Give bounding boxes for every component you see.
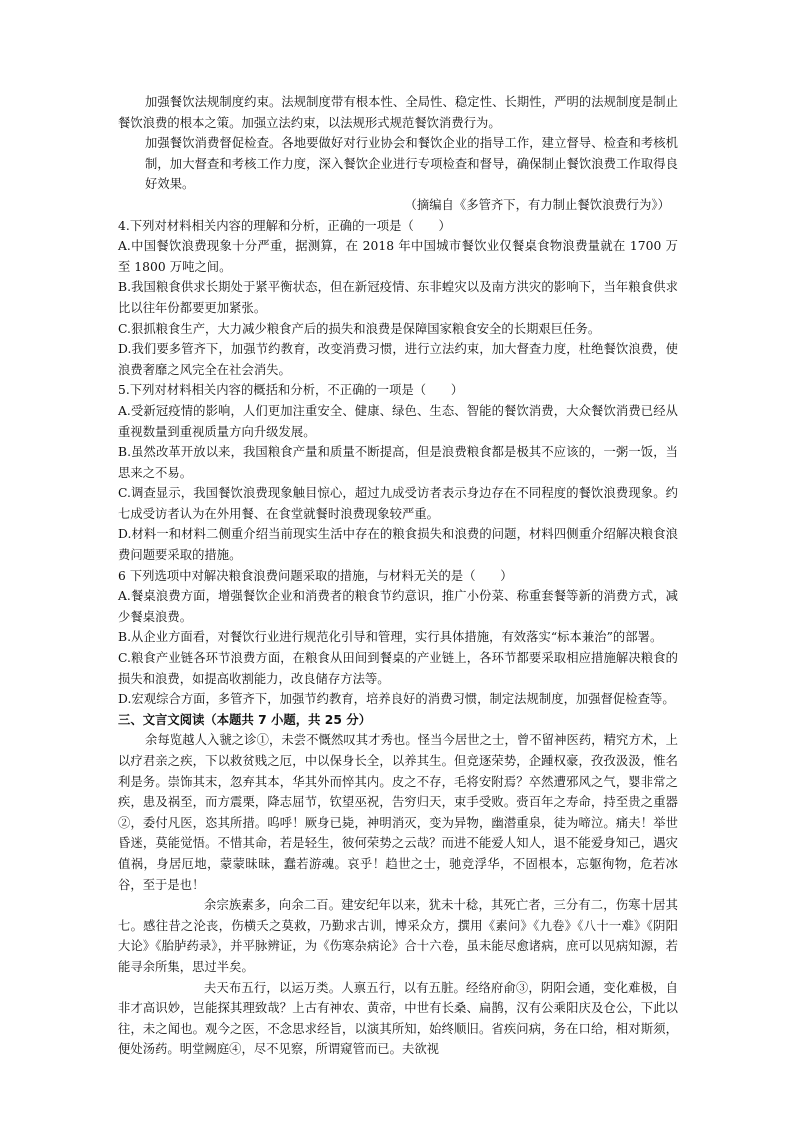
question-5-option-c: C.调查显示，我国餐饮浪费现象触目惊心，超过九成受访者表示身边存在不同程度的餐饮浪费现象。约七成受访者认为在外用餐、在食堂就餐时浪费现象较严重。 bbox=[118, 486, 678, 521]
question-6-option-c: C.粮食产业链各环节浪费方面，在粮食从田间到餐桌的产业链上，各环节都要采取相应措施解决粮食的损失和浪费，如提高收割能力，改良储存方法等。 bbox=[118, 651, 678, 686]
question-4-option-d: D.我们要多管齐下，加强节约教育，改变消费习惯，进行立法约束，加大督查力度，杜绝餐饮浪费，使浪费奢靡之风完全在社会消失。 bbox=[118, 342, 678, 377]
question-4-stem: 4.下列对材料相关内容的理解和分析，正确的一项是（ ） bbox=[118, 218, 451, 233]
classical-paragraph: 夫天布五行，以运万类。人禀五行，以有五脏。经络府俞③，阴阳会通，变化难极，自非才高识妙，岂能探其理致哉？上古有神农、黄帝，中世有长桑、扁鹊，汉有公乘阳庆及仓公，下此以往，未之闻也。观今之医，不念思求经旨，以演其所知，始终顺旧。省疾问病，务在口给，相对斯须，便处汤药。明堂阙庭④，尽不见察，所谓窥管而已。夫欲视 bbox=[118, 980, 678, 1057]
question-4-option-a: A.中国餐饮浪费现象十分严重，据测算，在 2018 年中国城市餐饮业仅餐桌食物浪费量就在 1700 万至 1800 万吨之间。 bbox=[118, 239, 678, 274]
passage-source: （摘编自《多管齐下，有力制止餐饮浪费行为》） bbox=[404, 197, 670, 212]
question-6-stem: 6 下列选项中对解决粮食浪费问题采取的措施，与材料无关的是（ ） bbox=[118, 568, 513, 583]
question-5-option-b: B.虽然改革开放以来，我国粮食产量和质量不断提高，但是浪费粮食都是极其不应该的，一粥一饭，当思来之不易。 bbox=[118, 445, 678, 480]
classical-paragraph: 余每览越人入虢之诊①，未尝不慨然叹其才秀也。怪当今居世之士，曾不留神医药，精究方术，上以疗君亲之疾，下以救贫贱之厄，中以保身长全，以养其生。但竞逐荣势，企踵权豪，孜孜汲汲，惟名利是务。崇饰其末，忽弃其本，华其外而悴其内。皮之不存，毛将安附焉？卒然遭邪风之气，婴非常之疾，患及祸至，而方震栗，降志屈节，钦望巫祝，告穷归天，束手受败。赍百年之寿命，持至贵之重器②，委付凡医，恣其所措。呜呼！厥身已毙，神明消灭，变为异物，幽潜重泉，徒为啼泣。痛夫！举世昏迷，莫能觉悟。不惜其命，若是轻生，彼何荣势之云哉？而进不能爱人知人，退不能爱身知己，遇灾值祸，身居厄地，蒙蒙昧昧，蠢若游魂。哀乎！趋世之士，驰竞浮华，不固根本，忘躯徇物，危若冰谷，至于是也！ bbox=[118, 733, 678, 892]
question-4-option-c: C.狠抓粮食生产，大力减少粮食产后的损失和浪费是保障国家粮食安全的长期艰巨任务。 bbox=[118, 321, 601, 336]
question-5-option-d: D.材料一和材料二侧重介绍当前现实生活中存在的粮食损失和浪费的问题，材料四侧重介绍解决粮食浪费问题要采取的措施。 bbox=[118, 527, 678, 563]
question-6-option-b: B.从企业方面看，对餐饮行业进行规范化引导和管理，实行具体措施，有效落实“标本兼治”的部署。 bbox=[118, 630, 663, 645]
question-6-option-d: D.宏观综合方面，多管齐下，加强节约教育，培养良好的消费习惯，制定法规制度，加强督促检查等。 bbox=[118, 692, 675, 707]
question-5-stem: 5.下列对材料相关内容的概括和分析，不正确的一项是（ ） bbox=[118, 383, 464, 398]
passage-paragraph: 加强餐饮法规制度约束。法规制度带有根本性、全局性、稳定性、长期性，严明的法规制度是制止餐饮浪费的根本之策。加强立法约束，以法规形式规范餐饮消费行为。 bbox=[118, 95, 678, 130]
passage-paragraph: 加强餐饮消费督促检查。各地要做好对行业协会和餐饮企业的指导工作，建立督导、检查和考核机制，加大督查和考核工作力度，深入餐饮企业进行专项检查和督导，确保制止餐饮浪费工作取得良好效果。 bbox=[145, 136, 678, 192]
question-6-option-a: A.餐桌浪费方面，增强餐饮企业和消费者的粮食节约意识，推广小份菜、称重套餐等新的消费方式，减少餐桌浪费。 bbox=[118, 589, 678, 624]
question-4-option-b: B.我国粮食供求长期处于紧平衡状态，但在新冠疫情、东非蝗灾以及南方洪灾的影响下，当年粮食供求比以往年份都要更加紧张。 bbox=[118, 280, 678, 315]
section-heading: 三、文言文阅读（本题共 7 小题，共 25 分） bbox=[118, 712, 372, 727]
question-5-option-a: A.受新冠疫情的影响，人们更加注重安全、健康、绿色、生态、智能的餐饮消费，大众餐饮消费已经从重视数量到重视质量方向升级发展。 bbox=[118, 403, 678, 439]
classical-paragraph: 余宗族素多，向余二百。建安纪年以来，犹未十稔，其死亡者，三分有二，伤寒十居其七。感往昔之沦丧，伤横夭之莫救，乃勤求古训，博采众方，撰用《素问》《九卷》《八十一难》《阴阳大论》《胎胪药录》，并平脉辨证，为《伤寒杂病论》合十六卷，虽未能尽愈诸病，庶可以见病知源，若能寻余所集，思过半矣。 bbox=[118, 898, 678, 974]
document-page bbox=[118, 92, 678, 1060]
